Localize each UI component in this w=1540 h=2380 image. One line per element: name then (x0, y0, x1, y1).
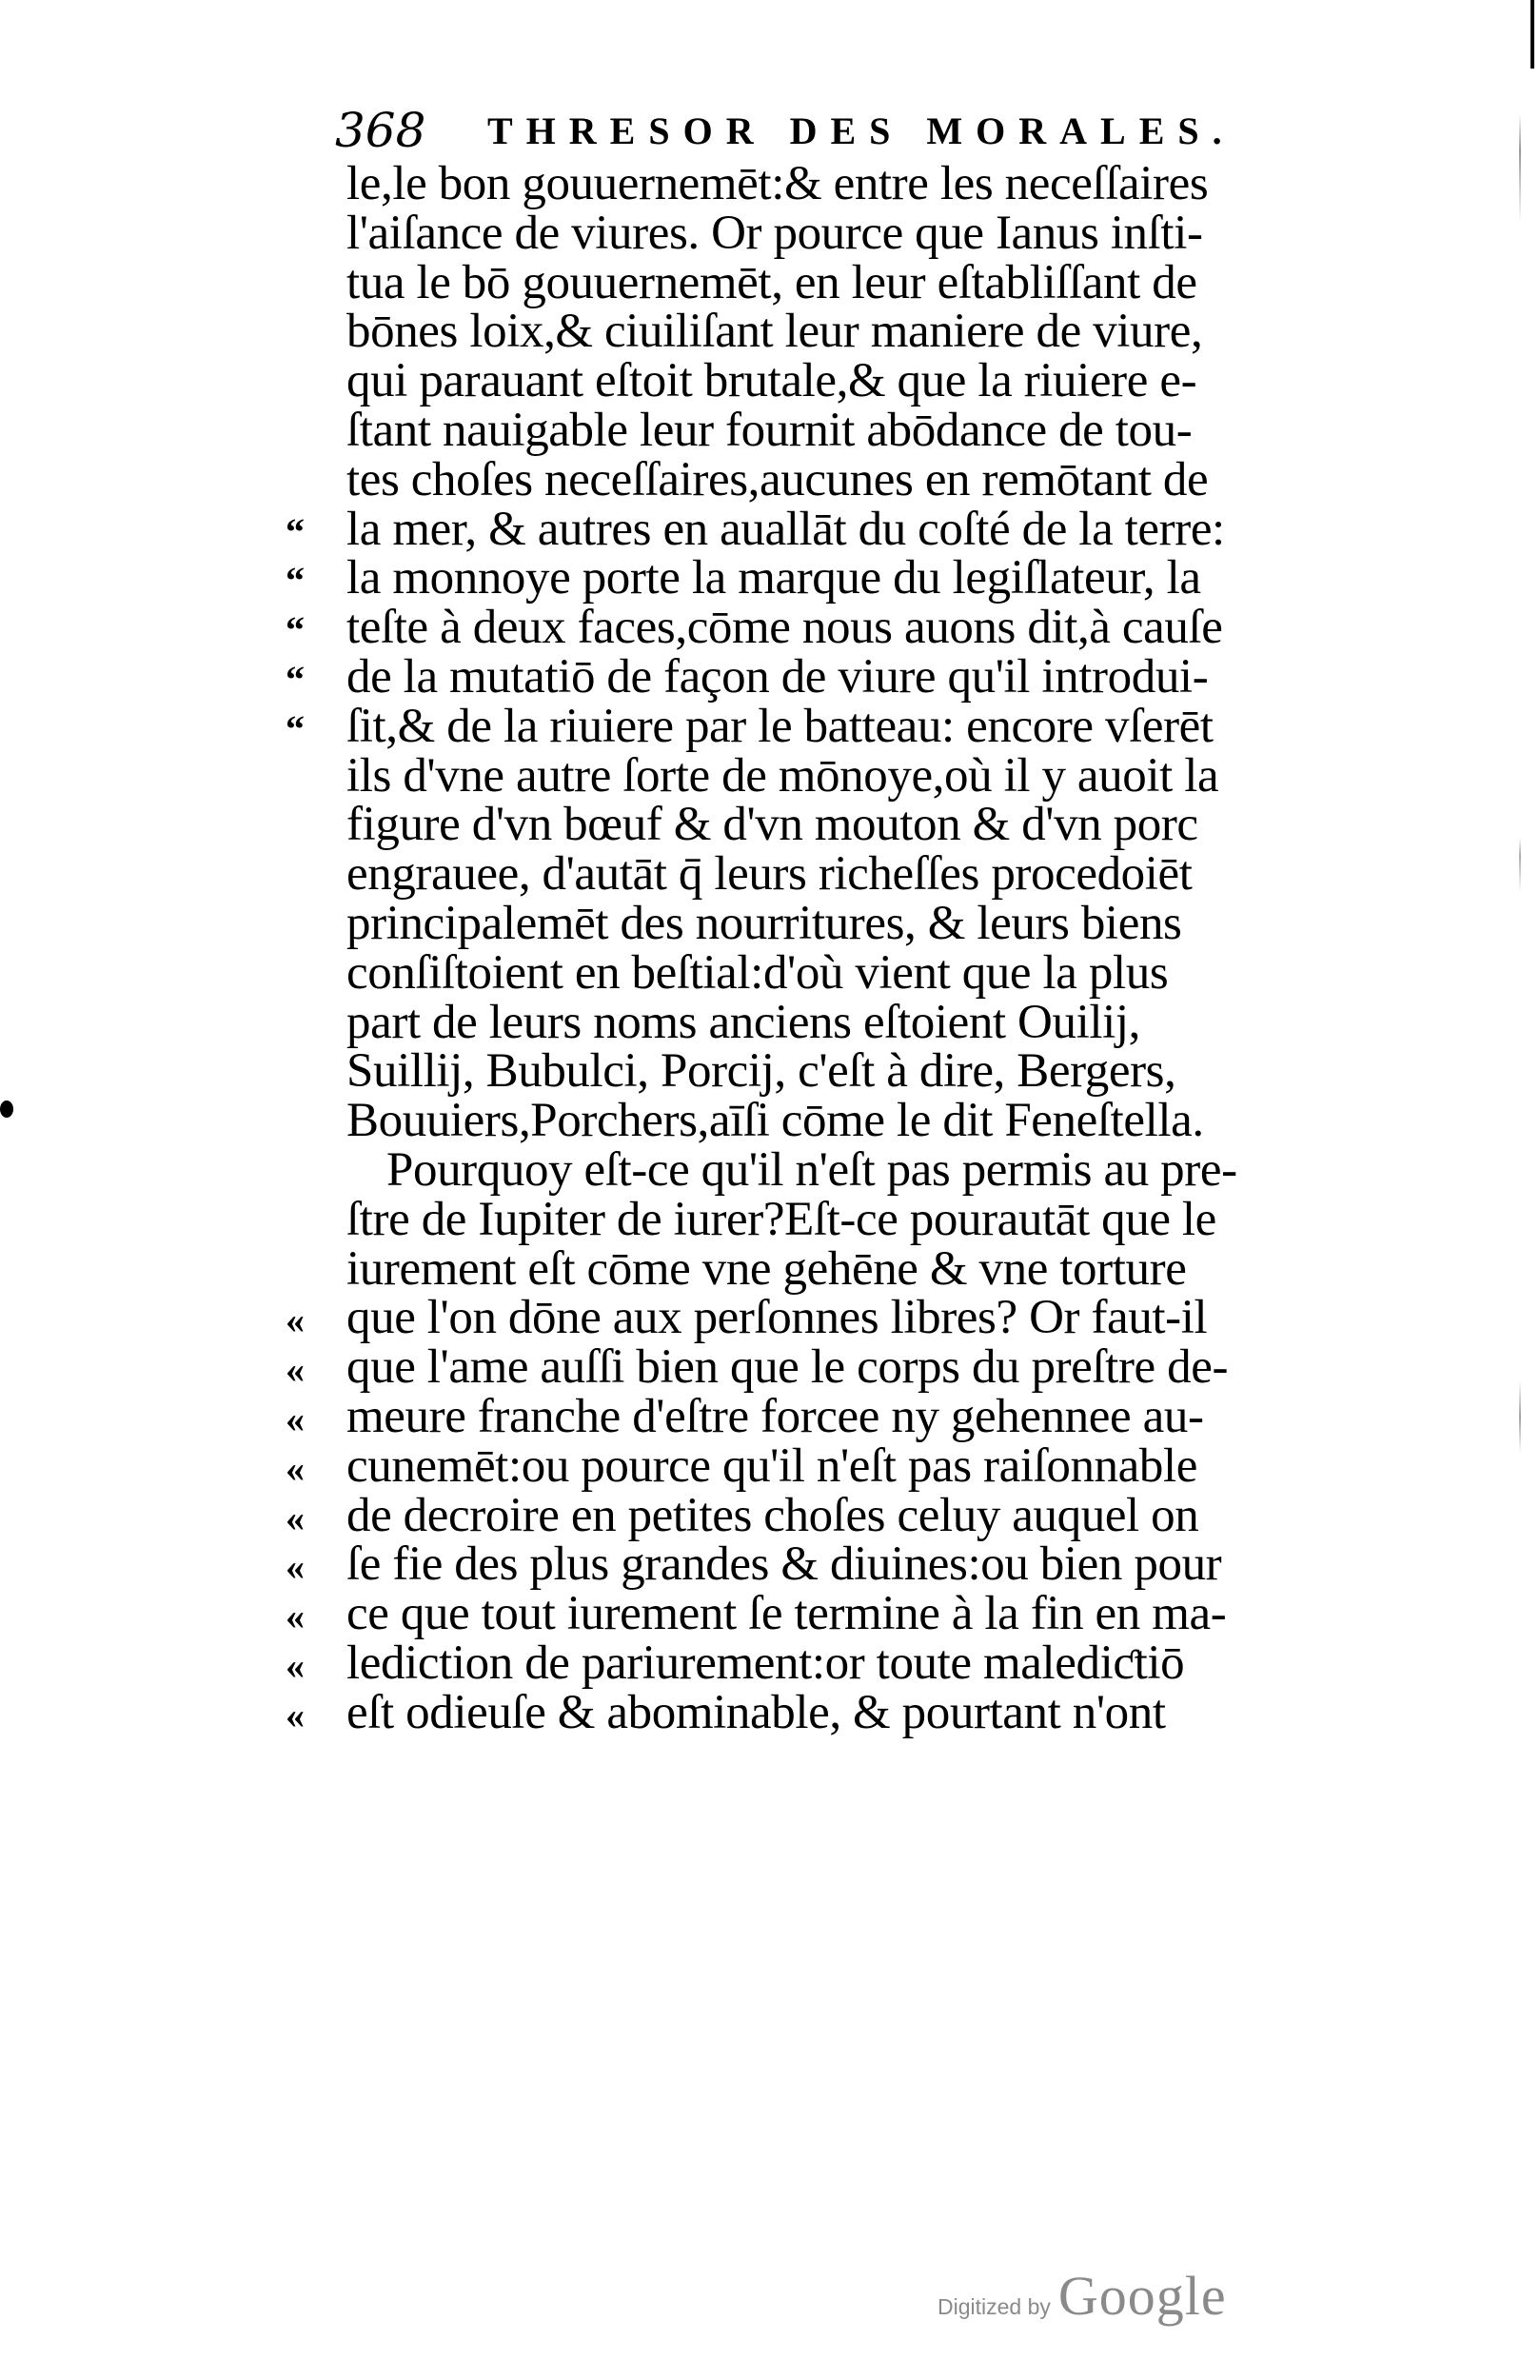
text-line (286, 798, 1380, 852)
quotation-mark: « (286, 1643, 305, 1687)
text-line (286, 307, 1380, 357)
text-line (286, 1488, 1380, 1542)
digitized-footer (938, 2264, 1280, 2340)
line-text: Pourquoy eſt-ce qu'il n'eſt pas permis au pre- (386, 1142, 1237, 1197)
quotation-mark: “ (286, 559, 305, 603)
text-line (286, 601, 1380, 655)
line-text: lediction de pariurement:or toute malediƈtiō (346, 1636, 1185, 1690)
line-text: ſit,& de la riuiere par le batteau: encore vſerēt (346, 699, 1214, 753)
text-line (286, 1291, 1380, 1345)
quotation-mark: « (286, 1496, 305, 1539)
quotation-mark: « (286, 1693, 305, 1736)
quotation-mark: « (286, 1595, 305, 1638)
text-line (286, 1142, 1380, 1197)
text-line (286, 452, 1380, 506)
text-line (286, 1537, 1380, 1592)
text-line (286, 1340, 1380, 1395)
line-text: la monnoye porte la marque du legiſlateur, la (346, 551, 1201, 605)
digitized-label: Digitized by (938, 2294, 1051, 2319)
text-line (286, 206, 1380, 260)
text-line (286, 354, 1380, 408)
quotation-mark: « (286, 1545, 305, 1589)
line-text: l'aiſance de viures. Or pource que Ianus inſti- (346, 206, 1203, 260)
page-edge-mark (1530, 0, 1534, 69)
quotation-mark: « (286, 1348, 305, 1392)
body-text (286, 157, 1380, 1739)
text-line (286, 847, 1380, 902)
text-line (286, 945, 1380, 1000)
quotation-mark: « (286, 1299, 305, 1342)
line-text: ſtre de Iupiter de iurer?Eſt-ce pourautāt que le (346, 1192, 1216, 1246)
line-text: que l'ame auſſi bien que le corps du preſtre de- (346, 1340, 1229, 1395)
quotation-mark: « (286, 1397, 305, 1440)
text-line (286, 255, 1380, 309)
line-text: cunemēt:ou pource qu'il n'eſt pas raiſonnable (346, 1438, 1197, 1493)
text-line (286, 699, 1380, 753)
line-text: teſte à deux faces,cōme nous auons dit,à cauſe (346, 601, 1223, 655)
text-line (286, 1685, 1380, 1739)
line-text: eſt odieuſe & abominable, & pourtant n'ont (346, 1685, 1166, 1739)
text-line (286, 157, 1380, 210)
text-line (286, 502, 1380, 556)
line-text: ils d'vne autre ſorte de mōnoye,où il y auoit la (346, 748, 1219, 803)
line-text: conſiſtoient en beſtial:d'où vient que la plus (346, 945, 1169, 1000)
page-number: 368 (335, 103, 426, 158)
line-text: engrauee, d'autāt q̄ leurs richeſſes procedoiēt (346, 847, 1193, 902)
google-logo: Google (1057, 2265, 1227, 2327)
line-text: de la mutatiō de façon de viure qu'il introdui- (346, 649, 1209, 704)
line-text: principalemēt des nourritures, & leurs biens (346, 896, 1182, 950)
page-edge-shadow (1519, 114, 1521, 1923)
text-line (286, 551, 1380, 605)
text-line (286, 1044, 1380, 1099)
text-line (286, 1438, 1380, 1493)
line-text: le,le bon gouuernemēt:& entre les neceſſaires (346, 157, 1209, 210)
line-text: Suillij, Bubulci, Porcij, c'eſt à dire, Bergers, (346, 1044, 1176, 1099)
line-text: ſe fie des plus grandes & diuines:ou bien pour (346, 1537, 1222, 1592)
text-line (286, 995, 1380, 1049)
text-line (286, 1636, 1380, 1690)
line-text: bōnes loix,& ciuiliſant leur maniere de viure, (346, 305, 1203, 359)
line-text: ſtant nauigable leur fournit abōdance de tou- (346, 403, 1193, 457)
line-text: meure franche d'eſtre forcee ny gehennee au- (346, 1389, 1204, 1443)
quotation-mark: “ (286, 706, 305, 750)
line-text: Bouuiers,Porchers,aīſi cōme le dit Feneſtella. (346, 1094, 1204, 1148)
line-text: qui parauant eſtoit brutale,& que la riuiere e- (346, 354, 1197, 408)
text-line (286, 649, 1380, 704)
text-line (286, 896, 1380, 950)
line-text: tua le bō gouuernemēt, en leur eſtabliſſant de (346, 255, 1197, 309)
text-line (286, 1389, 1380, 1443)
text-line (286, 1241, 1380, 1296)
line-text: de decroire en petites choſes celuy auquel on (346, 1488, 1199, 1542)
line-text: figure d'vn bœuf & d'vn mouton & d'vn porc (346, 798, 1198, 852)
margin-ink-dot (0, 1101, 13, 1118)
running-head (335, 91, 1306, 158)
line-text: que l'on dōne aux perſonnes libres? Or faut-il (346, 1291, 1208, 1345)
line-text: ce que tout iurement ſe termine à la fin en ma- (346, 1587, 1227, 1641)
running-title: THRESOR DES MORALES. (487, 109, 1235, 152)
line-text: la mer, & autres en auallāt du coſté de la terre: (346, 502, 1225, 556)
text-line (286, 1094, 1380, 1148)
text-line (286, 1192, 1380, 1246)
quotation-mark: « (286, 1446, 305, 1490)
quotation-mark: “ (286, 608, 305, 652)
line-text: part de leurs noms anciens eſtoient Ouilij, (346, 995, 1141, 1049)
quotation-mark: “ (286, 657, 305, 701)
text-line (286, 403, 1380, 457)
line-text: tes choſes neceſſaires,aucunes en remōtant de (346, 452, 1209, 506)
text-line (286, 1587, 1380, 1641)
quotation-mark: “ (286, 509, 305, 553)
text-line (286, 748, 1380, 803)
line-text: iurement eſt cōme vne gehēne & vne torture (346, 1241, 1187, 1296)
